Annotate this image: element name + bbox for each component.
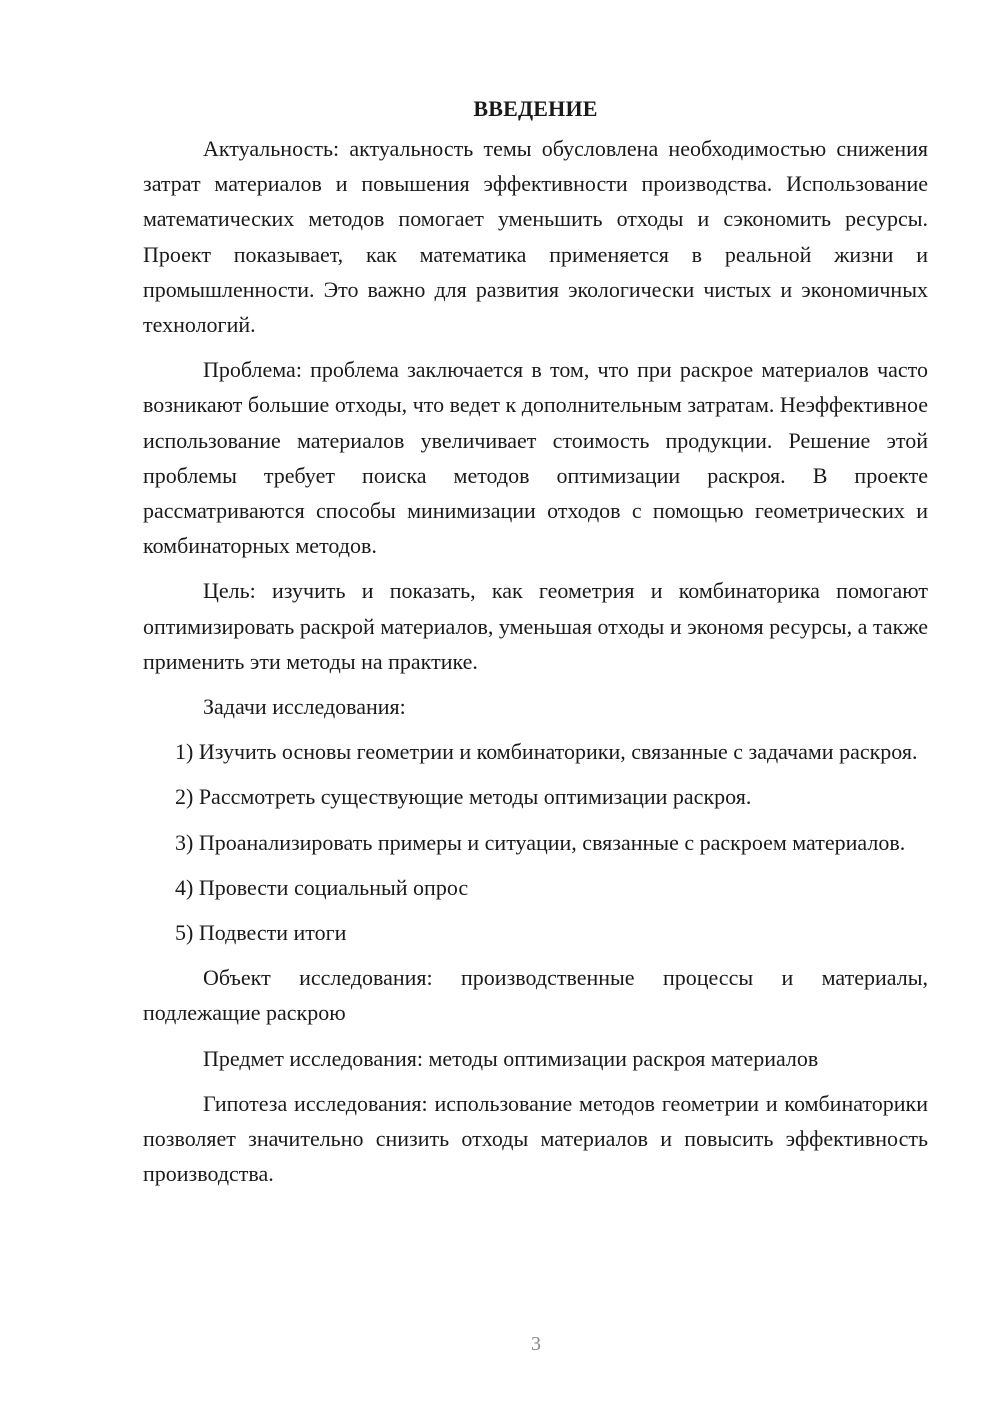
page-number: 3 (531, 1333, 541, 1355)
research-object-paragraph: Объект исследования: производственные процессы и материалы, подлежащие раскрою (143, 965, 928, 1026)
goal-paragraph: Цель: изучить и показать, как геометрия и комбинаторика помогают оптимизировать раскрой материалов, уменьшая отходы и экономя ресурсы, а также применить эти методы на практике. (143, 578, 928, 674)
hypothesis-paragraph: Гипотеза исследования: использование методов геометрии и комбинаторики позволяет значительно снизить отходы материалов и повысить эффективность производства. (143, 1090, 928, 1187)
relevance-paragraph: Актуальность: актуальность темы обусловлена необходимостью снижения затрат материалов и повышения эффективности производства. Использование математических методов помогает уменьшить отходы и сэкономить ресурсы. Проект показывает, как математика применяется в реальной жизни и промышленности. Это важно для развития экологически чистых и экономичных технологий. (143, 136, 928, 338)
tasks-heading: Задачи исследования: (203, 694, 406, 720)
problem-paragraph: Проблема: проблема заключается в том, что при раскрое материалов часто возникают большие отходы, что ведет к дополнительным затратам. Неэффективное использование материалов увеличивает стоимость продукции. Решение этой проблемы требует поиска методов оптимизации раскроя. В проекте рассматриваются способы минимизации отходов с помощью геометрических и комбинаторных методов. (143, 357, 928, 559)
task-item-2: 2) Рассмотреть существующие методы оптимизации раскроя. (175, 784, 752, 810)
page-title: ВВЕДЕНИЕ (473, 96, 598, 121)
research-subject-paragraph: Предмет исследования: методы оптимизации раскроя материалов (203, 1045, 819, 1071)
task-item-1: 1) Изучить основы геометрии и комбинаторики, связанные с задачами раскроя. (175, 739, 918, 765)
task-item-5: 5) Подвести итоги (175, 920, 347, 946)
document-page (143, 92, 928, 1201)
task-item-4: 4) Провести социальный опрос (175, 874, 469, 900)
task-item-3: 3) Проанализировать примеры и ситуации, связанные с раскроем материалов. (175, 829, 906, 855)
